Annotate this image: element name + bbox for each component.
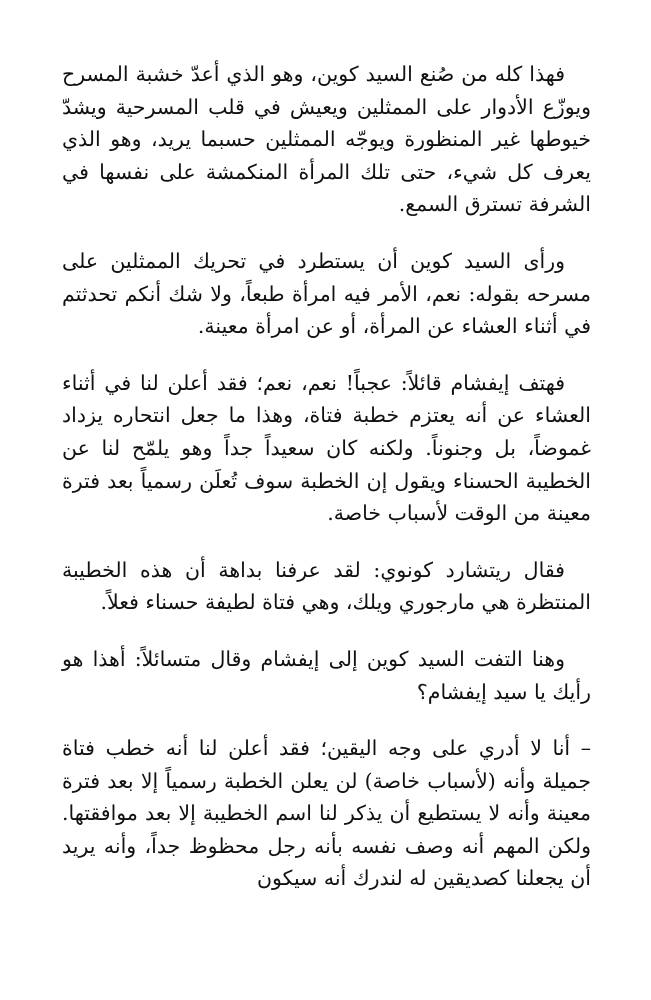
paragraph-3: فهتف إيفشام قائلاً: عجباً! نعم، نعم؛ فقد أعلن لنا في أثناء العشاء عن أنه يعتزم خطبة فتاة، وهذا ما جعل انتحاره يزداد غموضاً، بل وجنوناً. ولكنه كان سعيداً جداً وهو يلمّح لنا عن الخطيبة الحسناء ويقول إن الخطبة سوف تُعلَن رسمياً بعد فترة معينة من الوقت لأسباب خاصة.: [62, 370, 591, 526]
paragraph-2: ورأى السيد كوين أن يستطرد في تحريك الممثلين على مسرحه بقوله: نعم، الأمر فيه امرأة طبعاً، ولا شك أنكم تحدثتم في أثناء العشاء عن المرأة، أو عن امرأة معينة.: [62, 248, 591, 339]
paragraph-4: فقال ريتشارد كونوي: لقد عرفنا بداهة أن هذه الخطيبة المنتظرة هي مارجوري ويلك، وهي فتاة لطيفة حسناء فعلاً.: [62, 557, 591, 615]
paragraph-5: وهنا التفت السيد كوين إلى إيفشام وقال متسائلاً: أهذا هو رأيك يا سيد إيفشام؟: [62, 646, 591, 704]
paragraph-6: – أنا لا أدري على وجه اليقين؛ فقد أعلن لنا أنه خطب فتاة جميلة وأنه (لأسباب خاصة) لن يعلن الخطبة رسمياً إلا بعد فترة معينة وأنه لا يستطيع أن يذكر لنا اسم الخطيبة إلا بعد موافقتها. ولكن المهم أنه وصف نفسه بأنه رجل محظوظ جداً، وأنه يريد أن يجعلنا كصديقين له لندرك أنه سيكون: [62, 736, 591, 891]
paragraph-1: فهذا كله من صُنع السيد كوين، وهو الذي أعدّ خشبة المسرح ويوزّع الأدوار على الممثلين ويعيش في قلب المسرحية ويشدّ خيوطها غير المنظورة ويوجّه الممثلين حسبما يريد، وهو الذي يعرف كل شيء، حتى تلك المرأة المنكمشة على نفسها في الشرفة تسترق السمع.: [62, 62, 591, 217]
book-page: [62, 58, 591, 1000]
